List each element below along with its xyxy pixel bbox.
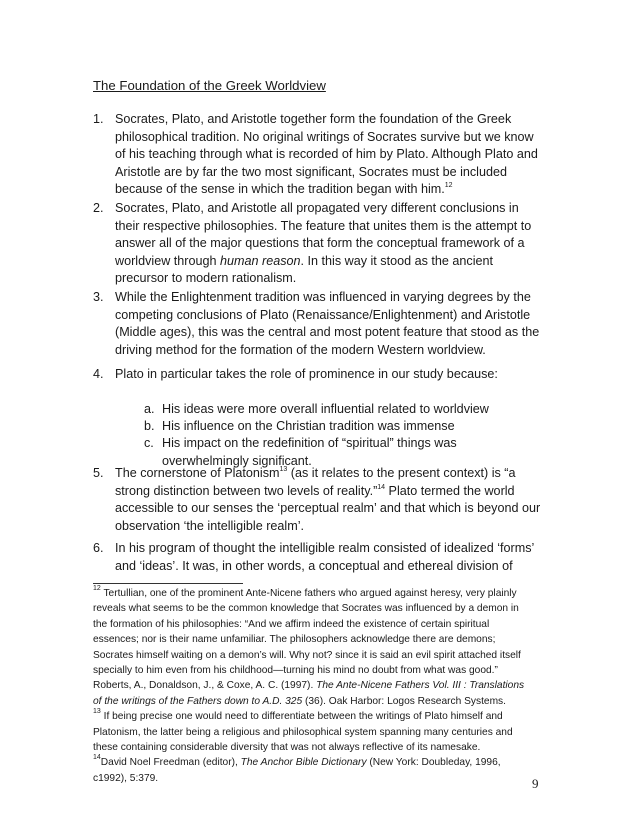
text-line: [115, 253, 565, 271]
emphasis-text: human reason: [220, 253, 301, 268]
list-item-text: [115, 111, 565, 199]
page-number: 9: [532, 776, 539, 791]
footnote-text: Tertullian, one of the prominent Ante-Nicene fathers who argued against heresy, very plainly: [100, 588, 517, 599]
list-number: 1.: [93, 112, 104, 126]
text-line: and ‘ideas’. It was, in other words, a conceptual and ethereal division of: [115, 558, 513, 573]
footnote-line: [93, 694, 553, 709]
text-line: observation ‘the intelligible realm’.: [115, 518, 305, 533]
list-item-text: [115, 200, 565, 288]
list-item-5: [93, 465, 563, 537]
text-segment: (as it relates to the present context) is “a: [287, 466, 516, 480]
text-line: While the Enlightenment tradition was influenced in varying degrees by the: [115, 290, 531, 304]
text-line: competing conclusions of Plato (Renaissance/Enlightenment) and Aristotle: [115, 307, 531, 322]
footnote-14: [93, 755, 553, 770]
list-item-text: [115, 465, 565, 535]
sub-list-text: His ideas were more overall influential related to worldview: [162, 402, 489, 416]
citation-title: of the writings of the Fathers down to A.D. 325: [93, 695, 303, 707]
footnote-ref-14: 14: [377, 483, 386, 491]
list-item-3: [93, 289, 563, 361]
footnote-text: (New York: Doubleday, 1996,: [366, 757, 501, 769]
text-segment: Plato termed the world: [385, 483, 515, 498]
page-title: The Foundation of the Greek Worldview: [93, 78, 326, 93]
text-line: accessible to our senses the ‘perceptual realm’ and that which is beyond our: [115, 501, 541, 516]
text-line: answer all of the major questions that form the conceptual framework of a: [115, 236, 525, 251]
footnote-mark: 14: [93, 754, 101, 762]
sub-list-letter: a.: [144, 402, 155, 416]
list-item-text: [115, 289, 565, 359]
text-line: (Middle ages), this was the central and most potent feature that stood as the: [115, 325, 540, 340]
list-item-2: [93, 200, 563, 288]
text-line: In his program of thought the intelligible realm consisted of idealized ‘forms’: [115, 541, 535, 555]
list-item-4: [93, 366, 563, 384]
text-line: overwhelmingly significant.: [162, 453, 312, 468]
text-segment: . In this way it stood as the ancient: [300, 253, 494, 268]
footnote-line: essences; nor is their name unfamiliar. The philosophers acknowledge there are demons;: [93, 634, 496, 646]
text-line: Socrates, Plato, and Aristotle all propagated very different conclusions in: [115, 201, 519, 215]
text-line: driving method for the formation of the modern Western worldview.: [115, 342, 486, 357]
footnote-line: Platonism, the latter being a religious and philosophical system spanning many centuries and: [93, 726, 513, 738]
footnote-line: [93, 678, 553, 693]
footnotes: [93, 586, 553, 786]
list-number: 6.: [93, 541, 104, 555]
text-line: philosophical tradition. No original writings of Socrates survive but we know: [115, 129, 534, 144]
footnote-text: Roberts, A., Donaldson, J., & Coxe, A. C. (1997).: [93, 680, 317, 692]
footnote-mark: 13: [93, 708, 101, 716]
footnote-text: David Noel Freedman (editor),: [100, 757, 241, 769]
sub-list-letter: b.: [144, 419, 155, 433]
text-segment: worldview through: [115, 253, 220, 268]
list-number: 2.: [93, 201, 104, 215]
text-line: precursor to modern rationalism.: [115, 271, 297, 286]
footnote-divider: [93, 583, 243, 584]
footnote-text: (36). Oak Harbor: Logos Research Systems.: [302, 695, 506, 707]
footnote-ref-12: 12: [444, 182, 453, 190]
footnote-line: specially to him even from his childhood—turning his mind no doubt from what was good.”: [93, 665, 498, 677]
text-line: [115, 465, 565, 483]
footnote-13: [93, 709, 553, 724]
list-number: 3.: [93, 290, 104, 304]
footnote-line: c1992), 5:379.: [93, 772, 159, 784]
citation-title: The Ante-Nicene Fathers Vol. III : Translations: [316, 680, 525, 692]
text-segment: strong distinction between two levels of reality.”: [115, 483, 378, 498]
footnote-ref-13: 13: [279, 466, 288, 473]
footnote-line: reveals what seems to be the common knowledge that Socrates was influenced by a demon in: [93, 603, 519, 615]
list-number: 5.: [93, 466, 104, 480]
text-line: [115, 181, 565, 199]
footnote-mark: 12: [93, 585, 101, 592]
text-line: His impact on the redefinition of “spiritual” things was: [162, 436, 457, 450]
list-item-text: [115, 540, 565, 575]
sub-list-letter: c.: [144, 436, 154, 450]
text-line: of his teaching through what is recorded of him by Plato. Although Plato and: [115, 147, 538, 162]
list-item-text: [115, 366, 565, 384]
footnote-text: If being precise one would need to differentiate between the writings of Plato himself and: [100, 711, 503, 723]
citation-title: The Anchor Bible Dictionary: [240, 757, 367, 769]
footnote-12: [93, 586, 553, 601]
text-line: their respective philosophies. The feature that unites them is the attempt to: [115, 218, 532, 233]
sub-list-text: His influence on the Christian tradition was immense: [162, 419, 455, 433]
list-item-6: [93, 540, 563, 576]
footnote-line: the formation of his philosophies: “And we affirm indeed the existence of certain spiritual: [93, 618, 490, 630]
footnote-line: Socrates himself waiting on a demon’s will. Why not? since it is said an evil spirit attached itself: [93, 649, 521, 661]
text-line: Plato in particular takes the role of prominence in our study because:: [115, 367, 498, 381]
footnote-line: these containing considerable diversity that was not always reflective of its namesake.: [93, 742, 481, 754]
list-item-1: [93, 111, 563, 199]
text-line: Socrates, Plato, and Aristotle together form the foundation of the Greek: [115, 112, 512, 126]
text-segment: because of the sense in which the tradition began with him.: [115, 182, 445, 197]
text-segment: The cornerstone of Platonism: [115, 466, 280, 480]
text-line: [115, 483, 565, 501]
list-number: 4.: [93, 367, 104, 381]
text-line: Aristotle are by far the two most significant, Socrates must be included: [115, 164, 507, 179]
